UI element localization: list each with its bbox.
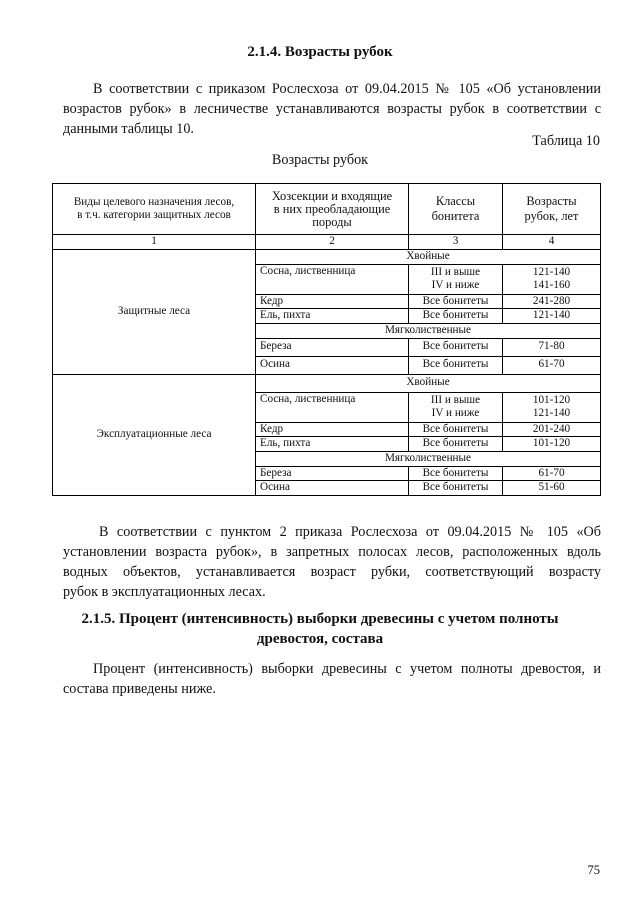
site-class-cell: Все бонитеты <box>409 356 503 374</box>
header-cutting-age: Возрасты рубок, лет <box>503 184 601 235</box>
subheader-softwood-deciduous: Мягколиственные <box>256 323 601 338</box>
section-heading-2-1-5-line-2: древостоя, состава <box>256 631 384 647</box>
age-cell: 71-80 <box>503 338 601 356</box>
site-class-cell: Все бонитеты <box>409 294 503 309</box>
site-class-cell: Все бонитеты <box>409 338 503 356</box>
forest-category-exploitation: Эксплуатационные леса <box>53 374 256 495</box>
header-forest-purpose: Виды целевого назначения лесов, в т.ч. категории защитных лесов <box>53 184 256 235</box>
species-cell: Осина <box>256 481 409 496</box>
site-class-cell: Все бонитеты <box>409 481 503 496</box>
page-number: 75 <box>587 863 600 877</box>
species-cell: Кедр <box>256 422 409 437</box>
riparian-line-4: рубок в эксплуатационных лесах. <box>63 584 266 600</box>
table-subheader-row <box>53 249 601 264</box>
species-cell: Сосна, лиственница <box>256 264 409 294</box>
age-cell: 241-280 <box>503 294 601 309</box>
species-cell: Береза <box>256 466 409 481</box>
site-class-cell: Все бонитеты <box>409 422 503 437</box>
selection-line-1: Процент (интенсивность) выборки древесины с учетом полноты древостоя, и <box>93 661 601 677</box>
species-cell: Ель, пихта <box>256 309 409 324</box>
table-header-row <box>53 184 601 235</box>
intro-line-1: В соответствии с приказом Рослесхоза от 09.04.2015 № 105 «Об установлении <box>93 81 601 97</box>
species-cell: Кедр <box>256 294 409 309</box>
species-cell: Береза <box>256 338 409 356</box>
header-site-class: Классы бонитета <box>409 184 503 235</box>
section-heading-2-1-5 <box>0 609 640 649</box>
intro-line-2: возрастов рубок» в лесничестве устанавливаются возрасты рубок в соответствии с <box>63 101 601 117</box>
age-cell: 121-140 141-160 <box>503 264 601 294</box>
species-cell: Сосна, лиственница <box>256 392 409 422</box>
table-label: Таблица 10 <box>532 133 600 149</box>
table-title: Возрасты рубок <box>271 152 369 168</box>
forest-category-protective: Защитные леса <box>53 249 256 374</box>
subheader-softwood-deciduous: Мягколиственные <box>256 451 601 466</box>
riparian-line-1: В соответствии с пунктом 2 приказа Рослесхоза от 09.04.2015 № 105 «Об <box>99 524 601 540</box>
intro-line-3: данными таблицы 10. <box>63 121 194 137</box>
subheader-coniferous: Хвойные <box>256 374 601 392</box>
column-number: 2 <box>256 235 409 250</box>
table-subheader-row <box>53 374 601 392</box>
site-class-cell: III и выше IV и ниже <box>409 264 503 294</box>
site-class-cell: Все бонитеты <box>409 309 503 324</box>
age-cell: 101-120 121-140 <box>503 392 601 422</box>
column-number-row <box>53 235 601 250</box>
age-cell: 201-240 <box>503 422 601 437</box>
subheader-coniferous: Хвойные <box>256 249 601 264</box>
age-cell: 101-120 <box>503 437 601 452</box>
column-number: 3 <box>409 235 503 250</box>
column-number: 4 <box>503 235 601 250</box>
species-cell: Ель, пихта <box>256 437 409 452</box>
site-class-cell: Все бонитеты <box>409 437 503 452</box>
site-class-cell: III и выше IV и ниже <box>409 392 503 422</box>
selection-intensity-paragraph <box>63 659 601 699</box>
riparian-line-3: водных объектов, устанавливается возраст рубки, соответствующий возрасту <box>63 564 601 580</box>
selection-line-2: состава приведены ниже. <box>63 681 216 697</box>
riparian-line-2: установлении возраста рубок», в запретных полосах лесов, расположенных вдоль <box>63 544 601 560</box>
site-class-cell: Все бонитеты <box>409 466 503 481</box>
cutting-ages-table <box>52 183 601 496</box>
age-cell: 51-60 <box>503 481 601 496</box>
species-cell: Осина <box>256 356 409 374</box>
age-cell: 61-70 <box>503 356 601 374</box>
age-cell: 121-140 <box>503 309 601 324</box>
age-cell: 61-70 <box>503 466 601 481</box>
intro-paragraph <box>63 79 601 139</box>
section-heading-2-1-4: 2.1.4. Возрасты рубок <box>247 44 393 60</box>
section-heading-2-1-5-line-1: 2.1.5. Процент (интенсивность) выборки древесины с учетом полноты <box>81 611 559 627</box>
header-sections-species: Хозсекции и входящие в них преобладающие породы <box>256 184 409 235</box>
column-number: 1 <box>53 235 256 250</box>
riparian-paragraph <box>63 522 601 602</box>
